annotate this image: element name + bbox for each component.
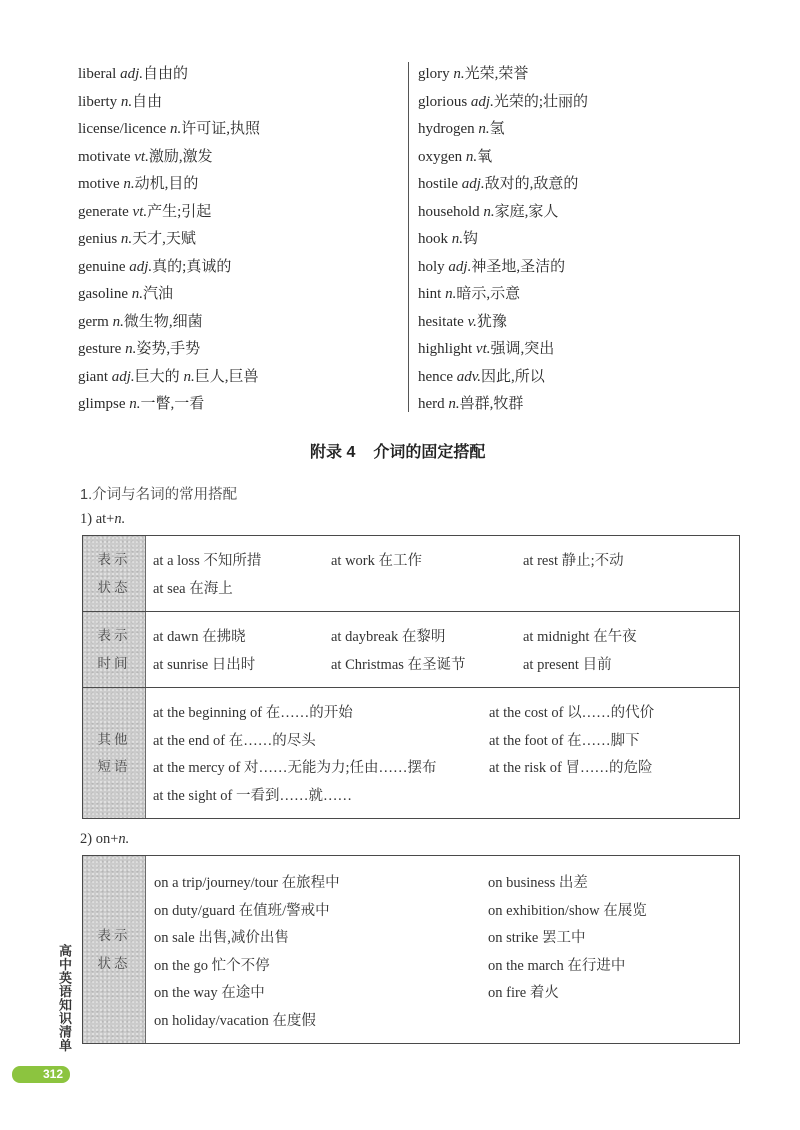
vocab-meaning: 一瞥,一看 [140,396,205,412]
phrase-item [154,1008,488,1036]
row-label-line: 表示 [97,928,131,943]
row-content [146,688,739,818]
row-content [146,536,739,611]
vocab-entry [418,171,748,199]
phrase-column [153,700,489,810]
phrase-zh: 在旅程中 [281,875,340,891]
phrase-item [154,898,488,926]
phrase-item [331,548,523,576]
phrase-zh: 在……的开始 [265,705,353,721]
vocab-meaning: 暗示,示意 [456,286,521,302]
vocab-meaning: 巨大的 [134,368,180,385]
vocab-pos: n. [478,121,490,137]
vocab-pos: n. [120,93,133,110]
vocab-word: hydrogen [418,121,475,137]
phrase-en: on strike [488,930,539,946]
vocab-word: motivate [78,148,131,165]
section-heading: 1.介词与名词的常用搭配 [80,487,238,503]
vocab-meaning: 犹豫 [476,313,507,330]
column-divider [408,62,409,412]
vocab-word: genius [78,231,118,247]
vocab-pos: n. [170,121,182,137]
appendix-title [310,439,485,462]
vocab-word: giant [78,368,108,385]
phrase-table-at [82,535,740,819]
vocab-word: motive [78,176,120,192]
vocab-word: holy [418,258,445,275]
vocab-pos: n. [448,396,460,412]
vocab-entry [78,199,403,227]
vocab-meaning: 光荣的;壮丽的 [493,93,589,110]
subsection-pos: n. [114,511,126,527]
phrase-en: at the mercy of [153,760,241,776]
subsection-heading-at [80,511,125,528]
vocab-meaning: 钩 [463,231,479,247]
phrase-en: on business [488,875,556,891]
phrase-zh: 冒……的危险 [565,760,653,776]
table-row [83,687,739,818]
phrase-item [153,576,331,604]
subsection-prefix: 1) at+ [80,511,115,527]
vocab-meaning: 氢 [489,121,505,137]
row-content [146,612,739,687]
vocab-pos: n. [131,286,143,302]
vocab-entry [418,144,748,172]
vocab-entry [78,281,403,309]
phrase-en: at the foot of [489,732,564,749]
vocab-pos: n. [123,176,135,192]
phrase-en: at the beginning of [153,705,263,721]
subsection-pos: n. [118,831,130,847]
vocab-meaning: 汽油 [143,286,174,302]
vocab-pos: vt. [134,148,149,165]
row-label [83,612,146,687]
vocab-pos: n. [451,231,463,247]
phrase-item [489,728,654,756]
table-row [83,856,739,1043]
vocab-pos: v. [467,313,477,330]
vocab-entry [418,199,748,227]
vocab-pos: n. [483,203,495,220]
table-row [83,536,739,611]
phrase-item [154,870,488,898]
vocab-entry [418,391,748,419]
vocab-meaning: 天才,天赋 [132,231,196,247]
phrase-zh: 不知所措 [203,553,262,569]
vocab-pos: adj. [461,176,485,192]
vocab-meaning: 光荣,荣誉 [464,66,529,82]
vocab-meaning: 强调,突出 [490,341,555,357]
row-label-line: 状态 [97,955,131,971]
phrase-en: at the cost of [489,705,564,721]
row-label [83,856,146,1043]
phrase-en: at present [523,656,579,673]
vocab-entry [78,336,403,364]
vocab-word: glimpse [78,396,126,412]
phrase-column [153,548,331,603]
phrase-column [153,624,331,679]
phrase-en: on holiday/vacation [154,1012,269,1029]
phrase-zh: 出差 [558,875,588,891]
vocab-word: liberty [78,93,118,110]
vocab-entry [78,89,403,117]
phrase-item [153,783,489,811]
phrase-item [489,755,654,783]
vocab-meaning: 产生;引起 [147,203,212,220]
vocab-pos: adj. [448,258,472,275]
phrase-en: on the way [154,985,218,1001]
phrase-item [488,898,647,926]
table-row [83,611,739,687]
vocab-word: glory [418,66,450,82]
vocab-meaning: 激励,激发 [148,148,213,165]
phrase-en: on duty/guard [154,902,235,919]
vocab-entry [78,61,403,89]
phrase-en: on the go [154,957,208,974]
phrase-column [331,548,523,603]
phrase-column [523,624,637,679]
phrase-zh: 出售,减价出售 [198,930,289,946]
phrase-en: at midnight [523,629,590,645]
phrase-en: at sunrise [153,656,209,673]
vocab-entry [78,391,403,419]
vocab-entry [78,226,403,254]
phrase-item [523,652,637,680]
vocab-word: household [418,203,480,220]
vocab-meaning: 因此,所以 [481,368,545,385]
vocab-entry [78,144,403,172]
vocab-word: oxygen [418,148,463,165]
phrase-zh: 在途中 [221,985,265,1001]
row-label-line: 其他 [97,731,131,747]
phrase-zh: 在黎明 [401,629,446,645]
phrase-zh: 着火 [529,985,559,1001]
phrase-zh: 在圣诞节 [407,656,466,673]
row-content [146,856,739,1043]
phrase-item [153,652,331,680]
vocab-pos: n. [112,313,124,330]
vocab-word: gasoline [78,286,128,302]
phrase-item [489,700,654,728]
vocab-meaning: 真的;真诚的 [152,258,232,275]
phrase-en: at sea [153,580,186,597]
phrase-item [488,870,647,898]
phrase-en: at dawn [153,629,199,645]
vocab-word: herd [418,396,445,412]
phrase-item [523,624,637,652]
phrase-zh: 目前 [582,656,612,673]
phrase-zh: 对……无能为力;任由……摆布 [244,760,437,776]
vocab-entry [78,254,403,282]
vocab-pos: n. [465,148,478,165]
vocab-entry [78,116,403,144]
phrase-zh: 忙个不停 [211,957,270,974]
vocab-word: genuine [78,258,126,275]
vocab-word: hostile [418,176,458,192]
phrase-column [154,870,488,1035]
phrase-zh: 以……的代价 [567,705,655,721]
phrase-en: on a trip/journey/tour [154,875,279,891]
vocab-entry [418,116,748,144]
vocab-entry [418,309,748,337]
row-label-line: 时间 [97,655,131,671]
phrase-zh: 在……的尽头 [228,732,316,749]
vocab-meaning: 敌对的,敌意的 [484,176,579,192]
vocab-entry [418,226,748,254]
phrase-item [154,980,488,1008]
phrase-zh: 在工作 [378,553,423,569]
phrase-item [523,548,624,576]
phrase-column [488,870,647,1035]
vocab-pos: adj. [120,66,143,82]
vocab-pos: adj. [129,258,153,275]
subsection-prefix: 2) on+ [80,831,119,847]
phrase-item [153,548,331,576]
vocab-word: glorious [418,93,468,110]
row-label-line: 表示 [97,628,131,643]
vocab-pos: n. [129,396,141,412]
vocab-word: license/licence [78,121,167,137]
vocab-entry [78,309,403,337]
vocab-meaning: 微生物,细菌 [123,313,203,330]
vocab-meaning: 自由的 [143,66,189,82]
vocab-meaning: 姿势,手势 [136,341,201,357]
phrase-item [331,624,523,652]
phrase-en: at rest [523,553,559,569]
appendix-label: 附录 4 [310,444,356,461]
vocab-entry [418,89,748,117]
phrase-item [153,755,489,783]
vocab-word: hesitate [418,313,464,330]
phrase-zh: 一看到……就…… [235,787,352,804]
phrase-column [331,624,523,679]
vocab-entry [78,171,403,199]
vocab-pos: adj. [470,93,494,110]
vocab-entry [78,364,403,392]
phrase-column [523,548,624,603]
phrase-item [488,925,647,953]
book-side-title: 高中英语知识清单 [57,944,72,1052]
vocab-pos: n. [445,286,457,302]
phrase-en: at daybreak [331,629,399,645]
row-label-line: 短语 [97,759,131,774]
vocab-meaning: 自由 [132,93,163,110]
phrase-zh: 在拂晓 [202,629,246,645]
phrase-zh: 在海上 [189,580,233,597]
phrase-zh: 罢工中 [541,930,586,946]
vocab-entry [418,364,748,392]
vocab-pos: adv. [456,368,482,385]
vocab-word: hence [418,368,453,385]
phrase-zh: 在午夜 [593,629,637,645]
row-label [83,536,146,611]
phrase-en: at Christmas [331,656,404,673]
vocab-entry [418,61,748,89]
vocab-column-right [418,61,748,419]
vocab-meaning: 氧 [477,148,493,165]
phrase-item [154,925,488,953]
phrase-en: on exhibition/show [488,902,600,919]
vocab-pos: vt. [132,203,148,220]
subsection-heading-on [80,831,129,848]
phrase-en: at the end of [153,732,226,749]
phrase-column [489,700,654,810]
vocab-word: gesture [78,341,122,357]
phrase-item [488,980,647,1008]
vocab-entry [418,281,748,309]
vocab-meaning: 家庭,家人 [494,203,559,220]
appendix-heading: 介词的固定搭配 [373,444,486,461]
vocab-meaning: 动机,目的 [134,176,199,192]
phrase-item [153,728,489,756]
phrase-en: at work [331,553,375,569]
vocab-pos: n. [453,66,465,82]
vocab-meaning: 许可证,执照 [181,121,261,137]
vocab-meaning: 巨人,巨兽 [194,368,259,385]
vocab-pos: adj. [111,368,135,385]
phrase-en: at the sight of [153,787,233,804]
vocab-word: hook [418,231,448,247]
phrase-en: at the risk of [489,760,562,776]
row-label-line: 表示 [97,552,131,567]
phrase-item [153,624,331,652]
page-number: 312 [12,1066,70,1083]
vocab-word: liberal [78,66,117,82]
row-label [83,688,146,818]
vocab-pos: n. [125,341,137,357]
phrase-item [331,652,523,680]
vocab-pos: vt. [475,341,491,357]
phrase-zh: 在度假 [272,1012,316,1029]
phrase-en: on the march [488,957,564,974]
vocab-entry [418,336,748,364]
vocab-word: hint [418,286,442,302]
vocab-pos: n. [183,368,195,385]
phrase-en: on fire [488,985,527,1001]
vocab-meaning: 兽群,牧群 [459,396,524,412]
phrase-en: at a loss [153,553,200,569]
phrase-zh: 在行进中 [567,957,626,974]
vocab-entry [418,254,748,282]
phrase-item [154,953,488,981]
vocab-word: germ [78,313,109,330]
vocab-word: highlight [418,341,473,357]
phrase-item [153,700,489,728]
vocab-column-left [78,61,403,419]
phrase-zh: 在值班/警戒中 [238,902,330,919]
phrase-zh: 在……脚下 [567,732,640,749]
phrase-en: on sale [154,930,195,946]
phrase-zh: 静止;不动 [561,553,624,569]
phrase-zh: 日出时 [211,656,256,673]
phrase-table-on [82,855,740,1044]
vocab-pos: n. [120,231,133,247]
phrase-item [488,953,647,981]
vocab-meaning: 神圣地,圣洁的 [471,258,566,275]
phrase-zh: 在展览 [603,902,647,919]
row-label-line: 状态 [97,579,131,595]
vocab-word: generate [78,203,129,220]
